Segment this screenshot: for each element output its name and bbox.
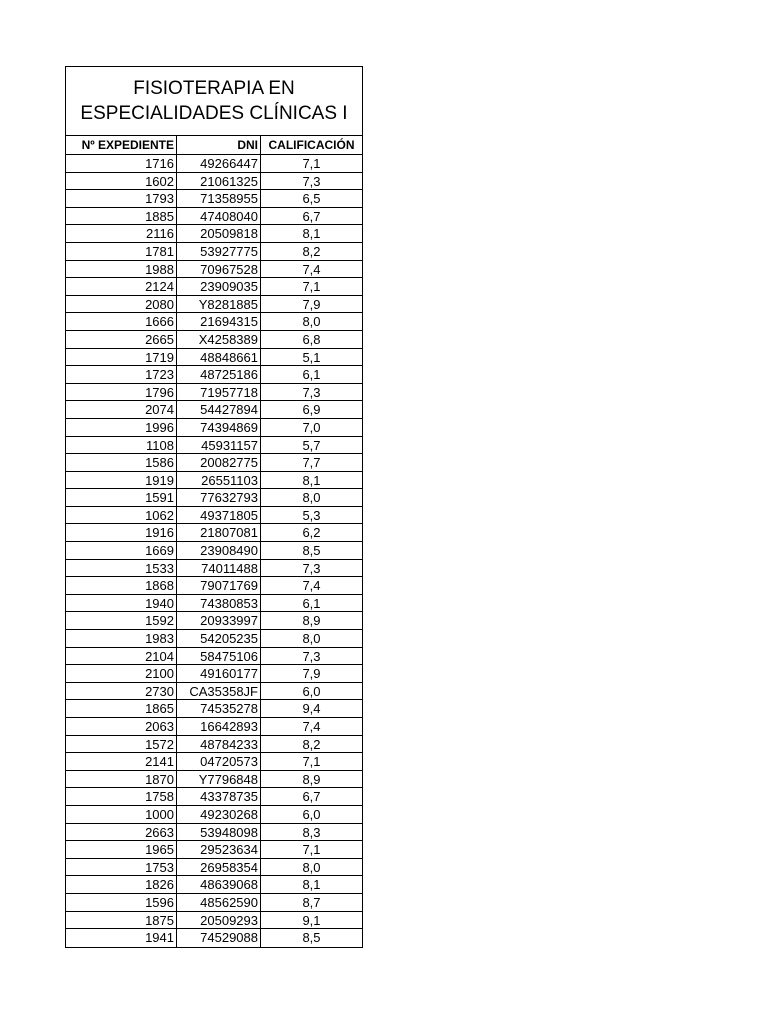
cell-expediente: 2080 (66, 296, 177, 313)
cell-dni: CA35358JF (177, 683, 261, 700)
cell-calificacion: 8,7 (302, 894, 321, 910)
cell-calificacion: 6,0 (302, 806, 321, 822)
table-row (66, 366, 362, 384)
cell-dni: 26551103 (177, 472, 261, 489)
cell-dni: 48784233 (177, 736, 261, 753)
cell-expediente: 1965 (66, 841, 177, 858)
table-row (66, 683, 362, 701)
table-row (66, 296, 362, 314)
cell-expediente: 1716 (66, 155, 177, 172)
cell-dni: 71957718 (177, 384, 261, 401)
cell-dni: 48848661 (177, 349, 261, 366)
cell-expediente: 1941 (66, 929, 177, 947)
table-row (66, 208, 362, 226)
cell-dni: X4258389 (177, 331, 261, 348)
grades-table (65, 66, 363, 948)
cell-dni: 70967528 (177, 261, 261, 278)
cell-expediente: 1000 (66, 806, 177, 823)
cell-expediente: 1592 (66, 612, 177, 629)
cell-calificacion: 8,0 (302, 631, 321, 647)
table-row (66, 349, 362, 367)
cell-calificacion: 8,9 (302, 771, 321, 787)
table-row (66, 278, 362, 296)
table-row (66, 419, 362, 437)
table-row (66, 630, 362, 648)
cell-dni: 79071769 (177, 577, 261, 594)
cell-dni: 48639068 (177, 876, 261, 893)
table-row (66, 437, 362, 455)
cell-calificacion: 6,7 (302, 789, 321, 805)
cell-calificacion: 6,8 (302, 331, 321, 347)
cell-calificacion: 6,0 (302, 683, 321, 699)
cell-dni: 23909035 (177, 278, 261, 295)
cell-expediente: 2116 (66, 225, 177, 242)
cell-dni: 47408040 (177, 208, 261, 225)
cell-expediente: 2104 (66, 648, 177, 665)
cell-calificacion: 9,1 (302, 912, 321, 928)
cell-dni: 54205235 (177, 630, 261, 647)
cell-expediente: 1669 (66, 542, 177, 559)
cell-dni: 74380853 (177, 595, 261, 612)
cell-expediente: 2074 (66, 401, 177, 418)
cell-expediente: 1988 (66, 261, 177, 278)
table-row (66, 612, 362, 630)
cell-dni: 53927775 (177, 243, 261, 260)
cell-expediente: 1723 (66, 366, 177, 383)
cell-expediente: 1865 (66, 700, 177, 717)
cell-dni: 20933997 (177, 612, 261, 629)
cell-expediente: 2730 (66, 683, 177, 700)
cell-expediente: 1870 (66, 771, 177, 788)
cell-dni: 04720573 (177, 753, 261, 770)
cell-calificacion: 8,1 (302, 226, 321, 242)
table-row (66, 665, 362, 683)
cell-expediente: 1983 (66, 630, 177, 647)
table-row (66, 243, 362, 261)
cell-dni: 74011488 (177, 560, 261, 577)
cell-calificacion: 8,3 (302, 824, 321, 840)
table-row (66, 384, 362, 402)
cell-calificacion: 7,3 (302, 560, 321, 576)
header-calificacion: CALIFICACIÓN (268, 138, 355, 152)
cell-calificacion: 6,5 (302, 191, 321, 207)
cell-expediente: 1875 (66, 912, 177, 929)
cell-calificacion: 6,1 (302, 367, 321, 383)
cell-expediente: 1916 (66, 524, 177, 541)
cell-dni: 49230268 (177, 806, 261, 823)
cell-calificacion: 8,5 (302, 543, 321, 559)
table-row (66, 401, 362, 419)
cell-expediente: 1793 (66, 190, 177, 207)
cell-calificacion: 7,4 (302, 578, 321, 594)
cell-dni: 20082775 (177, 454, 261, 471)
cell-calificacion: 7,1 (302, 156, 321, 171)
table-row (66, 454, 362, 472)
cell-calificacion: 5,1 (302, 349, 321, 365)
title-line-1: FISIOTERAPIA EN (133, 78, 295, 99)
cell-calificacion: 9,4 (302, 701, 321, 717)
cell-dni: Y8281885 (177, 296, 261, 313)
cell-dni: 74535278 (177, 700, 261, 717)
table-row (66, 788, 362, 806)
cell-calificacion: 8,2 (302, 736, 321, 752)
table-row (66, 190, 362, 208)
table-row (66, 560, 362, 578)
cell-calificacion: 7,3 (302, 173, 321, 189)
cell-expediente: 1572 (66, 736, 177, 753)
cell-expediente: 1919 (66, 472, 177, 489)
cell-dni: 49371805 (177, 507, 261, 524)
table-row (66, 595, 362, 613)
cell-calificacion: 6,9 (302, 402, 321, 418)
cell-dni: 23908490 (177, 542, 261, 559)
cell-calificacion: 6,7 (302, 208, 321, 224)
cell-expediente: 1781 (66, 243, 177, 260)
cell-expediente: 2141 (66, 753, 177, 770)
cell-calificacion: 8,9 (302, 613, 321, 629)
cell-dni: 48562590 (177, 894, 261, 911)
cell-expediente: 1868 (66, 577, 177, 594)
cell-dni: 74394869 (177, 419, 261, 436)
cell-calificacion: 5,3 (302, 507, 321, 523)
cell-expediente: 2100 (66, 665, 177, 682)
cell-calificacion: 7,0 (302, 419, 321, 435)
header-dni: DNI (177, 136, 261, 154)
cell-expediente: 1108 (66, 437, 177, 454)
cell-calificacion: 8,0 (302, 859, 321, 875)
cell-dni: 26958354 (177, 859, 261, 876)
cell-dni: 21694315 (177, 313, 261, 330)
table-body (66, 155, 362, 947)
table-row (66, 771, 362, 789)
cell-dni: 21061325 (177, 173, 261, 190)
table-row (66, 225, 362, 243)
table-row (66, 507, 362, 525)
cell-dni: 48725186 (177, 366, 261, 383)
cell-calificacion: 6,1 (302, 595, 321, 611)
cell-dni: 53948098 (177, 824, 261, 841)
cell-dni: 29523634 (177, 841, 261, 858)
cell-calificacion: 7,4 (302, 719, 321, 734)
cell-calificacion: 7,3 (302, 384, 321, 400)
table-row (66, 524, 362, 542)
cell-expediente: 1591 (66, 489, 177, 506)
table-row (66, 859, 362, 877)
cell-calificacion: 8,0 (302, 314, 321, 330)
table-row (66, 736, 362, 754)
cell-calificacion: 6,2 (302, 525, 321, 541)
cell-dni: 58475106 (177, 648, 261, 665)
cell-expediente: 1602 (66, 173, 177, 190)
table-title (66, 67, 362, 136)
cell-calificacion: 7,9 (302, 666, 321, 682)
table-row (66, 806, 362, 824)
cell-calificacion: 7,3 (302, 648, 321, 664)
table-row (66, 912, 362, 930)
cell-calificacion: 7,4 (302, 261, 321, 277)
table-row (66, 331, 362, 349)
cell-dni: 54427894 (177, 401, 261, 418)
cell-dni: 20509293 (177, 912, 261, 929)
cell-expediente: 1596 (66, 894, 177, 911)
cell-expediente: 1719 (66, 349, 177, 366)
table-row (66, 700, 362, 718)
table-row (66, 929, 362, 947)
table-row (66, 577, 362, 595)
cell-expediente: 1533 (66, 560, 177, 577)
table-row (66, 648, 362, 666)
table-row (66, 841, 362, 859)
cell-expediente: 1996 (66, 419, 177, 436)
cell-calificacion: 8,0 (302, 490, 321, 506)
cell-calificacion: 8,1 (302, 877, 321, 893)
cell-dni: 49160177 (177, 665, 261, 682)
cell-expediente: 2124 (66, 278, 177, 295)
cell-calificacion: 7,1 (302, 279, 321, 295)
cell-expediente: 1753 (66, 859, 177, 876)
table-row (66, 542, 362, 560)
cell-dni: 49266447 (177, 155, 261, 172)
table-row (66, 155, 362, 173)
cell-expediente: 1062 (66, 507, 177, 524)
cell-expediente: 1940 (66, 595, 177, 612)
table-row (66, 894, 362, 912)
cell-calificacion: 7,9 (302, 296, 321, 312)
cell-dni: 21807081 (177, 524, 261, 541)
table-row (66, 313, 362, 331)
cell-dni: 74529088 (177, 929, 261, 947)
table-row (66, 824, 362, 842)
cell-expediente: 1586 (66, 454, 177, 471)
title-line-2: ESPECIALIDADES CLÍNICAS I (80, 103, 348, 124)
table-row (66, 753, 362, 771)
cell-expediente: 1796 (66, 384, 177, 401)
cell-calificacion: 7,1 (302, 754, 321, 770)
cell-dni: 20509818 (177, 225, 261, 242)
table-row (66, 876, 362, 894)
table-row (66, 718, 362, 736)
cell-calificacion: 7,1 (302, 842, 321, 858)
cell-expediente: 1758 (66, 788, 177, 805)
cell-dni: 71358955 (177, 190, 261, 207)
table-header (66, 136, 362, 155)
cell-calificacion: 5,7 (302, 437, 321, 453)
table-row (66, 173, 362, 191)
table-row (66, 489, 362, 507)
cell-calificacion: 8,5 (302, 930, 321, 946)
cell-dni: 45931157 (177, 437, 261, 454)
table-row (66, 472, 362, 490)
cell-dni: 77632793 (177, 489, 261, 506)
header-expediente: Nº EXPEDIENTE (66, 136, 177, 154)
table-row (66, 261, 362, 279)
cell-expediente: 1885 (66, 208, 177, 225)
cell-calificacion: 7,7 (302, 455, 321, 471)
cell-calificacion: 8,2 (302, 243, 321, 259)
cell-expediente: 1666 (66, 313, 177, 330)
cell-calificacion: 8,1 (302, 472, 321, 488)
cell-dni: 16642893 (177, 718, 261, 735)
cell-dni: Y7796848 (177, 771, 261, 788)
cell-expediente: 1826 (66, 876, 177, 893)
cell-expediente: 2063 (66, 718, 177, 735)
cell-expediente: 2663 (66, 824, 177, 841)
cell-expediente: 2665 (66, 331, 177, 348)
cell-dni: 43378735 (177, 788, 261, 805)
